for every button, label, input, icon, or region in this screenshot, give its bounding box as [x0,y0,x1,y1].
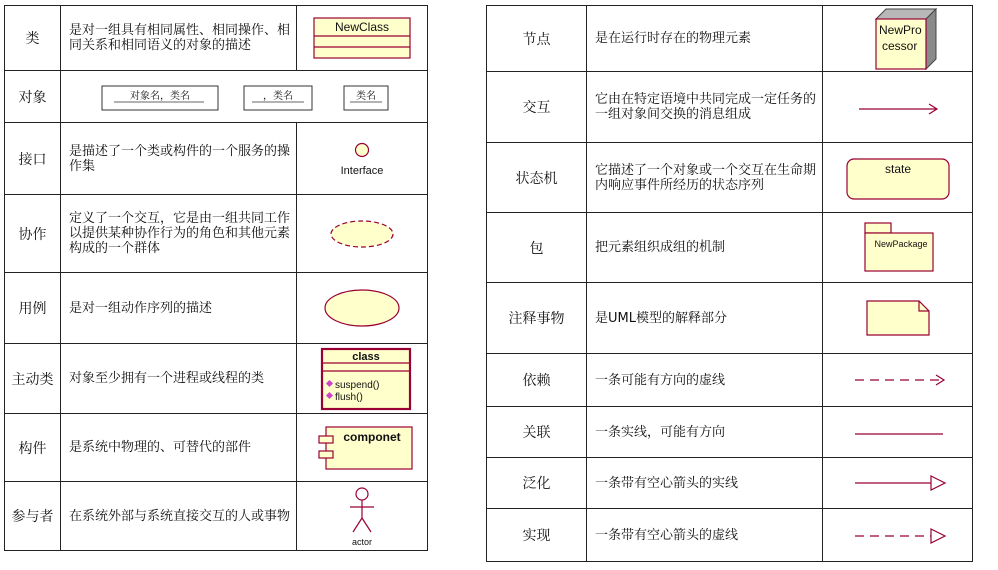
row-description: 一条带有空心箭头的虚线 [587,509,823,562]
row-name: 构件 [5,414,61,482]
row-description: 一条可能有方向的虚线 [587,354,823,407]
operation-flush: flush() [335,391,363,403]
table-row [487,458,973,509]
row-description: 是系统中物理的、可替代的部件 [61,414,297,482]
actor-symbol [297,482,428,551]
row-name: 注释事物 [487,283,587,354]
actor-label: actor [351,537,373,547]
row-name: 对象 [5,71,61,123]
row-name: 节点 [487,6,587,72]
table-row [5,195,428,273]
active-class-label: class [352,350,380,363]
table-row [5,482,428,551]
row-description: 它由在特定语境中共同完成一定任务的一组对象间交换的消息组成 [587,72,823,143]
object-label-full: 对象名，类名 [130,90,190,102]
note-symbol [823,283,973,354]
object-symbols [61,71,428,123]
object-label-class-only: 类名 [356,90,376,102]
interface-label: Interface [340,164,384,177]
row-name: 协作 [5,195,61,273]
table-row [5,71,428,123]
uml-things-table-left [4,5,428,551]
row-description: 是对一组动作序列的描述 [61,273,297,344]
row-name: 状态机 [487,143,587,213]
table-row [487,6,973,72]
use-case-symbol [297,273,428,344]
row-name: 包 [487,213,587,283]
package-label: NewPackage [873,238,928,249]
table-row [487,213,973,283]
package-symbol [823,213,973,283]
row-name: 类 [5,6,61,71]
class-symbol [297,6,428,71]
table-row [5,273,428,344]
row-description: 对象至少拥有一个进程或线程的类 [61,344,297,414]
generalization-symbol [823,458,973,509]
row-description: 是描述了一个类或构件的一个服务的操作集 [61,123,297,195]
row-name: 依赖 [487,354,587,407]
node-label-line2: cessor [881,38,917,53]
row-description: 它描述了一个对象或一个交互在生命期内响应事件所经历的状态序列 [587,143,823,213]
table-row [487,143,973,213]
row-description: 是对一组具有相同属性、相同操作、相同关系和相同语义的对象的描述 [61,6,297,71]
table-row [487,283,973,354]
row-name: 主动类 [5,344,61,414]
row-description: 在系统外部与系统直接交互的人或事物 [61,482,297,551]
table-row [487,509,973,562]
row-description: 是在运行时存在的物理元素 [587,6,823,72]
dependency-symbol [823,354,973,407]
interface-symbol [297,123,428,195]
object-label-anonymous: ，类名 [263,90,293,102]
table-row [5,414,428,482]
message-arrow-symbol [823,72,973,143]
association-symbol [823,407,973,458]
table-row [5,6,428,71]
row-description: 定义了一个交互，它是由一组共同工作以提供某种协作行为的角色和其他元素构成的一个群体 [61,195,297,273]
node-symbol [823,6,973,72]
table-row [487,72,973,143]
realization-symbol [823,509,973,562]
state-label: state [884,161,911,176]
table-row [5,344,428,414]
table-row [487,354,973,407]
row-name: 实现 [487,509,587,562]
node-label-line1: NewPro [878,22,922,37]
row-description: 一条实线，可能有方向 [587,407,823,458]
row-description: 是UML模型的解释部分 [587,283,823,354]
row-name: 关联 [487,407,587,458]
row-description: 一条带有空心箭头的实线 [587,458,823,509]
operation-suspend: suspend() [335,379,380,391]
collaboration-symbol [297,195,428,273]
component-label: componet [343,429,401,444]
state-symbol [823,143,973,213]
row-description: 把元素组织成组的机制 [587,213,823,283]
row-name: 交互 [487,72,587,143]
component-symbol [297,414,428,482]
table-row [5,123,428,195]
class-name-label: NewClass [334,20,390,34]
row-name: 用例 [5,273,61,344]
table-row [487,407,973,458]
row-name: 接口 [5,123,61,195]
row-name: 泛化 [487,458,587,509]
active-class-symbol [297,344,428,414]
row-name: 参与者 [5,482,61,551]
uml-things-table-right [486,5,973,562]
